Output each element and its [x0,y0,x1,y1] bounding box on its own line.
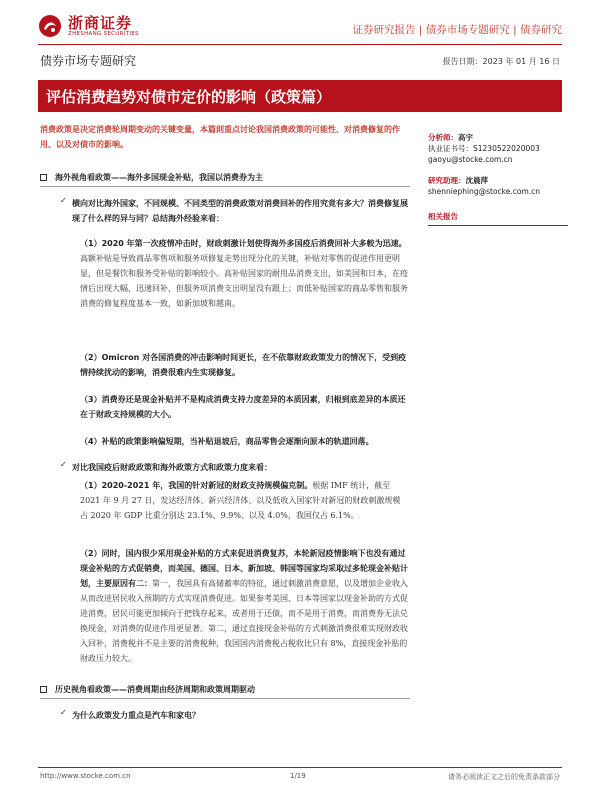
report-abstract: 消费政策是决定消费轮周期变动的关键变量，本篇則重点讨论我国消费政策的可能性、对消费修复的作用、以及对债市的影响。 [40,125,400,149]
question-item [60,460,410,475]
logo-chinese-name: 浙商证券 [68,14,133,32]
square-bullet-icon [40,174,47,181]
analyst-email[interactable]: gaoyu@stocke.com.cn [428,155,513,164]
paragraph [80,236,410,311]
paragraph-text: 第一，我国具有高储蓄率的特征，通过刺激消费意愿，以及增加企业收入从而改进居民收入预期的方式实现消费促进。如果参考美国、日本等国家以现金补助的方式促进消费，居民可能更加倾向于把钱存起来，或者用于还债，而不是用于消费，而消费券无法兑换现金，对消费的促进作用更显著。第二，通过直接现金补贴的方式刺激消费很难实现财政收入回补，消费税并不是主要的消费税种，我国国内消费税占税收比只有 8%，直接现金补贴的财政压力较大。 [80,579,408,663]
section-heading-text: 历史视角看政策——消费周期由经济周期和政策周期驱动 [55,685,255,694]
related-reports-heading: 相关报告 [428,211,568,226]
paragraph [80,392,410,422]
paragraph [80,350,410,380]
section-heading-history [40,684,255,695]
question-text: 横向对比海外国家，不同规模、不同类型的消费政策对消费回补的作用究竟有多大？消费修复展现了什么样的异与同？总结海外经验来看： [72,199,408,223]
section-heading-overseas [40,172,263,183]
analyst-sidebar [428,132,568,226]
checkmark-icon: ✓ [60,460,67,469]
assistant-name: 沈晨萍 [465,176,488,185]
zheshang-logo-icon [38,14,62,38]
paragraph [80,434,410,449]
page-number: 1/19 [290,772,306,780]
footer-website-link[interactable]: http://www.stocke.com.cn [40,772,131,780]
paragraph-lead: （4）补贴的政策影响偏短期，当补贴退坡后，商品零售会逐渐向原本的轨道回落。 [80,437,374,446]
paragraph [80,546,410,666]
report-date: 报告日期：2023 年 01 月 16 日 [442,57,560,66]
checkmark-icon: ✓ [60,708,67,717]
paragraph-lead: （2）同时，国内很少采用现金补贴的方式来促进消费复苏，本轮新冠疫情影响下也没有通过现金补贴的方式促销费，而美国、德国、日本、新加坡、韩国等国家均采取过多轮现金补贴计划，主要原因有二： [80,549,408,588]
paragraph-lead: （1）2020 年第一次疫情冲击时，财政刺激计划使得海外多国疫后消费回补大多較为迅速。 [80,239,407,248]
license-number: 执业证书号：S1230522020003 [428,144,540,153]
checkmark-icon: ✓ [60,196,67,205]
footer-divider [38,767,562,768]
header-divider [38,44,562,45]
question-text: 对比我国疫后财政政策和海外政策方式和政策力度来看： [72,463,272,472]
section-divider [40,186,410,187]
paragraph-text: 根据 IMF 统计，截至 2021 年 9 月 27 日，发达经济体、新兴经济体、以及低收入国家针对新冠的财政刺激规模 占 2020 年 GDP 比重分别达 23.1%、9.9%、以及 4.0%，我国仅占 6.1%。 [80,481,401,520]
company-logo [38,14,139,38]
paragraph-lead: （3）消费券还是现金补贴并不是构成消费支持力度差异的本质因素，归根到底差异的本质还在于财政支持规模的大小。 [80,395,406,419]
paragraph-lead: （1）2020-2021 年，我国的针对新冠的财政支持规模偏克制。 [80,481,313,490]
footer-disclaimer: 请务必阅读正文之后的免责条款部分 [448,773,560,781]
assistant-email[interactable]: shenniephing@stocke.com.cn [428,187,541,196]
report-category-nav: 证券研究报告 | 债券市场专题研究 | 债券研究 [352,24,562,36]
paragraph [80,478,410,523]
title-banner [38,80,562,112]
question-item [60,196,410,226]
logo-english-name: ZHESHANG SECURITIES [68,31,139,37]
paragraph-text: 高额补贴是导致商品零售项和服务项修复走势出现分化的关键，补贴对零售的促进作用更明显，但是餐饮和服务受补贴的影响较小。高补贴国家的耐用品消费支出，如美国和日本，在疫情后出现大幅，迅速回补，但服务项消费支出明显没有跟上；而低补贴国家的商品零售和服务消费的修复程度基本一致，如新加坡和越南。 [80,254,408,308]
section-divider [40,698,410,699]
square-bullet-icon [40,686,47,693]
section-heading-text: 海外视角看政策——海外多国现金补贴，我国以消费券为主 [55,173,263,182]
question-item [60,708,410,723]
paragraph-lead: （2）Omicron 对各国消费的冲击影响时间更长，在不依靠财政政策发力的情况下，受到疫情持续扰动的影响，消费很难内生实现修复。 [80,353,407,377]
analyst-label: 分析师： [428,133,458,142]
question-text: 为什么政策发力重点是汽车和家电？ [72,711,200,720]
document-type: 债券市场专题研究 [40,54,137,68]
analyst-name: 高宇 [458,133,473,142]
assistant-label: 研究助理： [428,176,466,185]
report-title: 评估消费趋势对债市定价的影响（政策篇） [46,88,332,106]
